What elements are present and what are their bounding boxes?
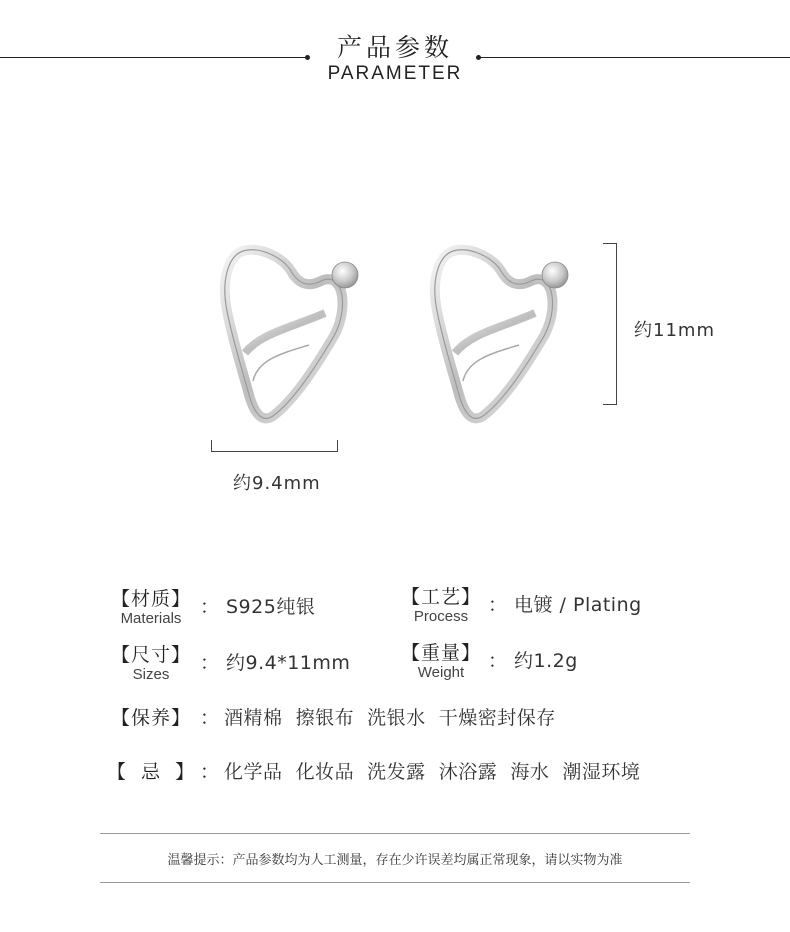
size-value: 约9.4*11mm [226,652,351,674]
page-subtitle: PARAMETER [327,63,463,84]
width-dimension-label: 约9.4mm [233,473,321,494]
size-label: 【尺寸】 Sizes [110,644,191,683]
page-title: 产品参数 [336,33,453,62]
process-value: 电镀 / Plating [514,594,642,616]
weight-value: 约1.2g [514,650,578,672]
ring-earrings-image [205,235,595,435]
process-label: 【工艺】 Process [400,586,481,625]
height-dimension-label: 约11mm [634,320,715,341]
earring-left [225,250,358,419]
care-label: 【保养】 [110,707,191,729]
height-dimension-bracket [603,243,617,405]
footer-note: 温馨提示：产品参数均为人工测量，存在少许误差均属正常现象，请以实物为准 [167,853,623,868]
weight-colon: ： [488,650,508,672]
earring-right [435,250,568,419]
footer-divider-top [100,833,690,834]
process-colon: ： [488,594,508,616]
material-colon: ： [200,596,220,618]
care-colon: ： [200,707,220,729]
size-colon: ： [200,652,220,674]
footer-divider-bottom [100,882,690,883]
material-label: 【材质】 Materials [110,588,191,627]
care-value: 酒精棉 擦银布 洗银水 干燥密封保存 [224,707,556,729]
material-value: S925纯银 [226,596,316,618]
avoid-label: 【 忌 】 [106,761,196,783]
avoid-value: 化学品 化妆品 洗发露 沐浴露 海水 潮湿环境 [224,761,641,783]
width-dimension-bracket [211,440,338,452]
weight-label: 【重量】 Weight [400,642,481,681]
avoid-colon: ： [200,761,220,783]
